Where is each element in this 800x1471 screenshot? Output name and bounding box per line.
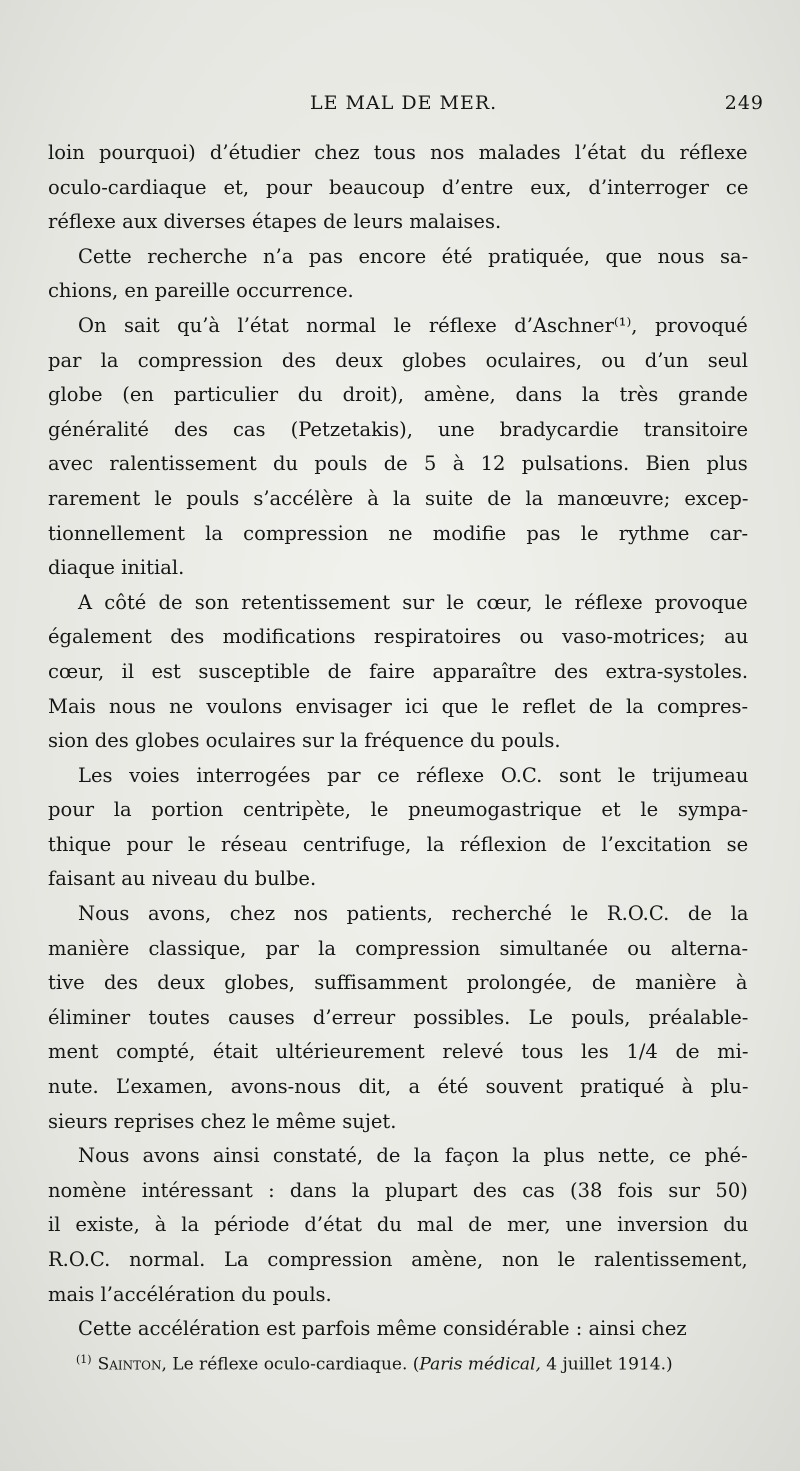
text-line: sion des globes oculaires sur la fréquence du pouls. bbox=[48, 729, 561, 753]
footnote-author: Sainton bbox=[97, 1354, 162, 1375]
text-line: thique pour le réseau centrifuge, la réflexion de l’excitation se bbox=[48, 832, 748, 856]
paragraph bbox=[48, 897, 748, 1139]
text-line: nomène intéressant : dans la plupart des cas (38 fois sur 50) bbox=[48, 1178, 748, 1202]
footnote-journal: Paris médical, bbox=[419, 1354, 541, 1375]
text-line: chions, en pareille occurrence. bbox=[48, 279, 354, 303]
text-line: tionnellement la compression ne modifie pas le rythme car- bbox=[48, 521, 748, 545]
body-text bbox=[48, 136, 748, 1347]
paragraph bbox=[48, 1312, 748, 1347]
text-line: globe (en particulier du droit), amène, dans la très grande bbox=[48, 383, 748, 407]
text-line: généralité des cas (Petzetakis), une bradycardie transitoire bbox=[48, 417, 748, 441]
running-title: LE MAL DE MER. bbox=[310, 92, 498, 114]
text-line: A côté de son retentissement sur le cœur, le réflexe provoque bbox=[78, 590, 748, 614]
text-line: avec ralentissement du pouls de 5 à 12 pulsations. Bien plus bbox=[48, 452, 748, 476]
text-line: cœur, il est susceptible de faire apparaître des extra-systoles. bbox=[48, 659, 748, 683]
footnote-marker: (1) bbox=[76, 1353, 92, 1366]
text-line: Nous avons, chez nos patients, recherché le R.O.C. de la bbox=[78, 902, 748, 926]
text-line: ment compté, était ultérieurement relevé tous les 1/4 de mi- bbox=[48, 1040, 748, 1064]
text-line: Nous avons ainsi constaté, de la façon la plus nette, ce phé- bbox=[78, 1144, 748, 1168]
paragraph bbox=[48, 586, 748, 759]
page-number: 249 bbox=[724, 92, 764, 114]
text-line: Cette recherche n’a pas encore été pratiquée, que nous sa- bbox=[78, 244, 748, 268]
text-line: sieurs reprises chez le même sujet. bbox=[48, 1109, 397, 1133]
footnote-text-after: 4 juillet 1914.) bbox=[540, 1354, 673, 1375]
page-header bbox=[48, 92, 764, 122]
text-line: On sait qu’à l’état normal le réflexe d’Aschner⁽¹⁾, provoqué bbox=[78, 313, 748, 337]
text-line: mais l’accélération du pouls. bbox=[48, 1282, 332, 1306]
text-line: tive des deux globes, suffisamment prolongée, de manière à bbox=[48, 971, 748, 995]
paragraph bbox=[48, 1139, 748, 1312]
text-line: Mais nous ne voulons envisager ici que le reflet de la compres- bbox=[48, 694, 748, 718]
text-line: également des modifications respiratoires ou vaso-motrices; au bbox=[48, 625, 748, 649]
footnote bbox=[76, 1346, 756, 1379]
text-line: R.O.C. normal. La compression amène, non le ralentissement, bbox=[48, 1248, 748, 1271]
text-line: nute. L’examen, avons-nous dit, a été souvent pratiqué à plu- bbox=[48, 1075, 748, 1099]
text-line: oculo-cardiaque et, pour beaucoup d’entre eux, d’interroger ce bbox=[48, 175, 748, 199]
paragraph bbox=[48, 759, 748, 897]
text-line: manière classique, par la compression simultanée ou alterna- bbox=[48, 936, 748, 960]
text-line: loin pourquoi) d’étudier chez tous nos malades l’état du réflexe bbox=[48, 141, 748, 164]
paragraph bbox=[48, 136, 748, 240]
text-line: pour la portion centripète, le pneumogastrique et le sympa- bbox=[48, 798, 748, 822]
footnote-text-before: , Le réflexe oculo-cardiaque. ( bbox=[161, 1354, 420, 1375]
text-line: Les voies interrogées par ce réflexe O.C. sont le trijumeau bbox=[78, 763, 748, 787]
text-line: diaque initial. bbox=[48, 556, 185, 580]
text-line: il existe, à la période d’état du mal de mer, une inversion du bbox=[48, 1213, 748, 1237]
paragraph bbox=[48, 240, 748, 309]
text-line: faisant au niveau du bulbe. bbox=[48, 867, 317, 891]
text-line: Cette accélération est parfois même considérable : ainsi chez bbox=[78, 1317, 687, 1341]
text-line: par la compression des deux globes oculaires, ou d’un seul bbox=[48, 348, 748, 372]
paragraph bbox=[48, 309, 748, 586]
text-line: éliminer toutes causes d’erreur possibles. Le pouls, préalable- bbox=[48, 1005, 748, 1029]
text-line: réflexe aux diverses étapes de leurs malaises. bbox=[48, 210, 502, 234]
text-line: rarement le pouls s’accélère à la suite de la manœuvre; excep- bbox=[48, 486, 748, 510]
